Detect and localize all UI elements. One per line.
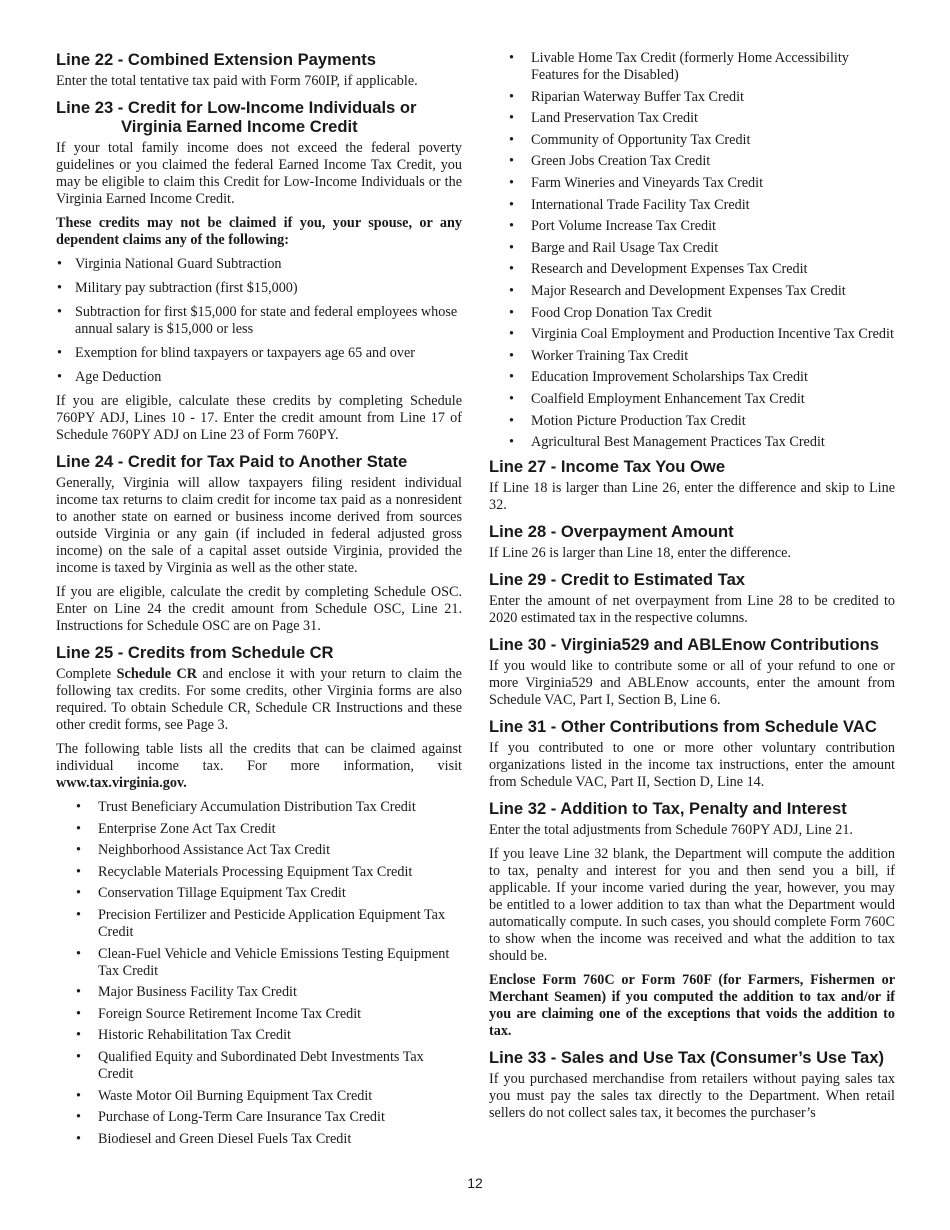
list-item: • Virginia Coal Employment and Production Incentive Tax Credit	[489, 326, 895, 343]
line-32-heading: Line 32 - Addition to Tax, Penalty and Interest	[489, 799, 847, 819]
line-22-text: Enter the total tentative tax paid with Form 760IP, if applicable.	[56, 73, 418, 89]
list-item: • Port Volume Increase Tax Credit	[489, 218, 895, 235]
list-item: • Biodiesel and Green Diesel Fuels Tax Credit	[56, 1131, 462, 1148]
line-25-text-2	[56, 741, 462, 792]
list-item: • Livable Home Tax Credit (formerly Home Accessibility Features for the Disabled)	[489, 50, 895, 84]
section-line-31	[489, 717, 895, 791]
list-item: • Recyclable Materials Processing Equipment Tax Credit	[56, 864, 462, 881]
list-item: • Motion Picture Production Tax Credit	[489, 413, 895, 430]
line-23-bold-text: These credits may not be claimed if you, your spouse, or any dependent claims any of the following:	[56, 215, 462, 248]
list-item: • Education Improvement Scholarships Tax Credit	[489, 369, 895, 386]
list-item: • Enterprise Zone Act Tax Credit	[56, 821, 462, 838]
list-item: • Major Research and Development Expenses Tax Credit	[489, 283, 895, 300]
list-item: • Conservation Tillage Equipment Tax Credit	[56, 885, 462, 902]
line-25-text-1-post: and enclose it with your return to claim the following tax credits. For some credits, other Virginia forms are also required. To obtain Schedule CR, Schedule CR Instructions and these other credit forms, see Page 3.	[56, 666, 462, 733]
section-line-24	[56, 452, 462, 635]
list-item: • Food Crop Donation Tax Credit	[489, 305, 895, 322]
list-item: • Subtraction for first $15,000 for state and federal employees whose annual salary is $15,000 or less	[56, 304, 462, 338]
line-33-text: If you purchased merchandise from retailers without paying sales tax you must pay the sales tax directly to the Department. When retail sellers do not collect sales tax, it becomes the purchaser’s	[489, 1071, 895, 1122]
section-line-23	[56, 98, 462, 444]
list-item: • Farm Wineries and Vineyards Tax Credit	[489, 175, 895, 192]
line-22-heading: Line 22 - Combined Extension Payments	[56, 50, 376, 69]
line-23-text-2: If you are eligible, calculate these credits by completing Schedule 760PY ADJ, Lines 10 - 17. Enter the credit amount from Line 17 of Schedule 760PY ADJ on Line 23 of Form 760PY.	[56, 393, 462, 443]
line-25-text-2-pre: The following table lists all the credits that can be claimed against individual income tax. For more information, visit	[56, 741, 462, 774]
list-item: • Major Business Facility Tax Credit	[56, 984, 462, 1001]
list-item: • Coalfield Employment Enhancement Tax Credit	[489, 391, 895, 408]
section-line-29	[489, 570, 895, 627]
section-line-30	[489, 635, 895, 709]
list-item: • Historic Rehabilitation Tax Credit	[56, 1027, 462, 1044]
line-32-text-1: Enter the total adjustments from Schedule 760PY ADJ, Line 21.	[489, 822, 853, 839]
list-item: • Exemption for blind taxpayers or taxpayers age 65 and over	[56, 345, 462, 362]
section-line-28	[489, 522, 895, 562]
left-column	[56, 50, 462, 1156]
line-31-heading: Line 31 - Other Contributions from Schedule VAC	[489, 717, 877, 737]
list-item: • Barge and Rail Usage Tax Credit	[489, 240, 895, 257]
section-line-32	[489, 799, 895, 1040]
line-23-heading-line1: Line 23 - Credit for Low-Income Individuals or	[56, 98, 417, 117]
list-item: • Precision Fertilizer and Pesticide Application Equipment Tax Credit	[56, 907, 462, 941]
line-27-text: If Line 18 is larger than Line 26, enter the difference and skip to Line 32.	[489, 480, 895, 514]
line-24-text-2: If you are eligible, calculate the credit by completing Schedule OSC. Enter on Line 24 the credit amount from Schedule OSC, Line 21. Instructions for Schedule OSC are on Page 31.	[56, 584, 462, 634]
list-item: • Research and Development Expenses Tax Credit	[489, 261, 895, 278]
list-item: • Clean-Fuel Vehicle and Vehicle Emissions Testing Equipment Tax Credit	[56, 946, 462, 980]
line-30-text: If you would like to contribute some or all of your refund to one or more Virginia529 and ABLEnow accounts, enter the amount from Schedule VAC, Part I, Section B, Line 6.	[489, 658, 895, 709]
section-line-27	[489, 457, 895, 514]
list-item: • Virginia National Guard Subtraction	[56, 256, 462, 273]
line-32-bold-text: Enclose Form 760C or Form 760F (for Farmers, Fishermen or Merchant Seamen) if you computed the addition to tax and/or if you are claiming one of the exceptions that voids the addition to tax.	[489, 972, 895, 1040]
line-23-heading	[56, 98, 462, 136]
section-line-22	[56, 50, 462, 90]
list-item: • Military pay subtraction (first $15,000)	[56, 280, 462, 297]
line-30-heading: Line 30 - Virginia529 and ABLEnow Contributions	[489, 635, 879, 655]
line-23-exclusion-list	[56, 256, 462, 386]
list-item: • Qualified Equity and Subordinated Debt Investments Tax Credit	[56, 1049, 462, 1083]
line-25-text-1-pre: Complete	[56, 666, 117, 682]
credits-list-left	[56, 799, 462, 1148]
tax-website-link[interactable]: www.tax.virginia.gov.	[56, 775, 187, 791]
list-item: • Riparian Waterway Buffer Tax Credit	[489, 89, 895, 106]
list-item: • Waste Motor Oil Burning Equipment Tax Credit	[56, 1088, 462, 1105]
section-line-25	[56, 643, 462, 1148]
list-item: • Worker Training Tax Credit	[489, 348, 895, 365]
list-item: • Land Preservation Tax Credit	[489, 110, 895, 127]
line-32-text-2: If you leave Line 32 blank, the Department will compute the addition to tax, penalty and interest for you and then send you a bill, if applicable. If your income varied during the year, however, you may be entitled to a lower addition to tax than what the Department would automatically compute. In such cases, you should complete Form 760C to show when the income was received and what the addition to tax should be.	[489, 846, 895, 965]
line-31-text: If you contributed to one or more other voluntary contribution organizations listed in the income tax instructions, enter the amount from Schedule VAC, Part II, Section D, Line 14.	[489, 740, 895, 791]
list-item: • Trust Beneficiary Accumulation Distribution Tax Credit	[56, 799, 462, 816]
line-29-heading: Line 29 - Credit to Estimated Tax	[489, 570, 746, 590]
list-item: • Agricultural Best Management Practices Tax Credit	[489, 434, 895, 451]
line-25-heading: Line 25 - Credits from Schedule CR	[56, 643, 334, 662]
line-24-heading: Line 24 - Credit for Tax Paid to Another State	[56, 452, 408, 471]
list-item: • International Trade Facility Tax Credit	[489, 197, 895, 214]
list-item: • Neighborhood Assistance Act Tax Credit	[56, 842, 462, 859]
line-24-text-1: Generally, Virginia will allow taxpayers filing resident individual income tax returns to claim credit for income tax paid as a nonresident to another state on earned or business income derived from sources outside Virginia or any gain (if included in federal adjusted gross income) on the sale of a capital asset outside Virginia, provided the income is taxed by Virginia as well as the other state.	[56, 475, 462, 576]
line-28-text: If Line 26 is larger than Line 18, enter the difference.	[489, 545, 792, 562]
list-item: • Foreign Source Retirement Income Tax Credit	[56, 1006, 462, 1023]
list-item: • Green Jobs Creation Tax Credit	[489, 153, 895, 170]
line-29-text: Enter the amount of net overpayment from Line 28 to be credited to 2020 estimated tax in the respective columns.	[489, 593, 895, 627]
line-27-heading: Line 27 - Income Tax You Owe	[489, 457, 726, 477]
credits-list-right	[489, 50, 895, 451]
list-item: • Age Deduction	[56, 369, 462, 386]
line-33-heading: Line 33 - Sales and Use Tax (Consumer’s Use Tax)	[489, 1048, 885, 1068]
line-23-heading-line2: Virginia Earned Income Credit	[121, 117, 358, 136]
page-number: 12	[467, 1175, 483, 1191]
line-28-heading: Line 28 - Overpayment Amount	[489, 522, 734, 542]
list-item: • Community of Opportunity Tax Credit	[489, 132, 895, 149]
section-line-33	[489, 1048, 895, 1122]
right-column	[489, 50, 895, 1130]
list-item: • Purchase of Long-Term Care Insurance Tax Credit	[56, 1109, 462, 1126]
line-25-text-1	[56, 666, 462, 734]
line-23-text-1: If your total family income does not exceed the federal poverty guidelines or you claimed the federal Earned Income Tax Credit, you may be eligible to claim this Credit for Low-Income Individuals or the Virginia Earned Income Credit.	[56, 140, 462, 207]
schedule-cr-label: Schedule CR	[116, 666, 197, 682]
